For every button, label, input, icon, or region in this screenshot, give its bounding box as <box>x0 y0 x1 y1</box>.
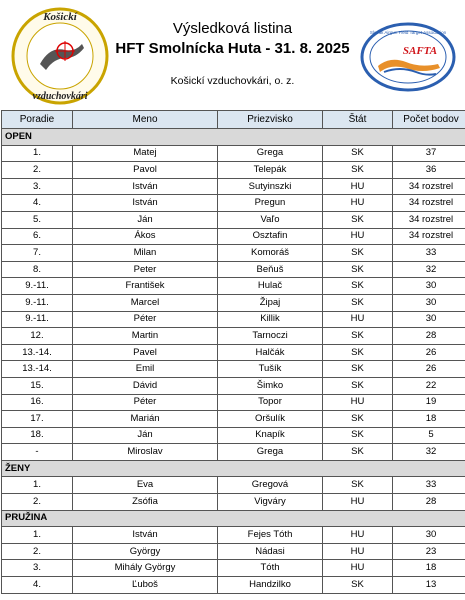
cell-surname: Grega <box>218 444 323 461</box>
cell-score: 34 rozstrel <box>393 195 465 212</box>
cell-state: SK <box>323 577 393 594</box>
cell-surname: Killik <box>218 311 323 328</box>
cell-score: 36 <box>393 162 465 179</box>
cell-rank: 16. <box>2 394 73 411</box>
table-row <box>2 427 465 444</box>
cell-rank: - <box>2 444 73 461</box>
table-row <box>2 311 465 328</box>
table-row <box>2 494 465 511</box>
cell-state: SK <box>323 361 393 378</box>
table-row <box>2 527 465 544</box>
table-row <box>2 560 465 577</box>
column-header-state: Štát <box>323 111 393 129</box>
results-body <box>2 129 465 594</box>
section-label: PRUŽINA <box>2 510 465 527</box>
table-row <box>2 195 465 212</box>
cell-rank: 15. <box>2 377 73 394</box>
cell-score: 5 <box>393 427 465 444</box>
cell-state: HU <box>323 494 393 511</box>
cell-surname: Tarnoczi <box>218 328 323 345</box>
cell-surname: Nádasi <box>218 543 323 560</box>
table-row <box>2 261 465 278</box>
cell-score: 30 <box>393 311 465 328</box>
cell-score: 23 <box>393 543 465 560</box>
cell-state: HU <box>323 178 393 195</box>
table-row <box>2 328 465 345</box>
cell-name: Ján <box>73 427 218 444</box>
cell-surname: Tóth <box>218 560 323 577</box>
column-header-score: Počet bodov <box>393 111 465 129</box>
cell-rank: 13.-14. <box>2 361 73 378</box>
cell-rank: 4. <box>2 195 73 212</box>
cell-rank: 13.-14. <box>2 344 73 361</box>
cell-surname: Pregun <box>218 195 323 212</box>
table-row <box>2 543 465 560</box>
svg-text:Slovak Airgun Field Target Ass: Slovak Airgun Field Target Association <box>369 30 447 35</box>
section-row <box>2 460 465 477</box>
table-row <box>2 278 465 295</box>
svg-text:Košickí: Košickí <box>43 11 77 23</box>
cell-surname: Komoráš <box>218 245 323 262</box>
cell-state: SK <box>323 377 393 394</box>
cell-score: 30 <box>393 294 465 311</box>
cell-name: Matej <box>73 145 218 162</box>
cell-state: HU <box>323 394 393 411</box>
table-row <box>2 477 465 494</box>
cell-state: SK <box>323 477 393 494</box>
cell-name: Eva <box>73 477 218 494</box>
cell-state: HU <box>323 228 393 245</box>
cell-name: Marián <box>73 411 218 428</box>
cell-state: HU <box>323 560 393 577</box>
cell-name: Péter <box>73 311 218 328</box>
cell-surname: Grega <box>218 145 323 162</box>
cell-score: 28 <box>393 494 465 511</box>
cell-name: Pavel <box>73 344 218 361</box>
cell-name: František <box>73 278 218 295</box>
column-header-name: Meno <box>73 111 218 129</box>
cell-state: SK <box>323 344 393 361</box>
cell-score: 32 <box>393 444 465 461</box>
table-row <box>2 361 465 378</box>
results-table <box>1 110 465 594</box>
svg-text:vzduchovkári: vzduchovkári <box>32 91 88 102</box>
cell-rank: 3. <box>2 560 73 577</box>
cell-state: SK <box>323 245 393 262</box>
cell-state: HU <box>323 527 393 544</box>
cell-state: SK <box>323 294 393 311</box>
cell-rank: 4. <box>2 577 73 594</box>
cell-score: 22 <box>393 377 465 394</box>
table-row <box>2 394 465 411</box>
cell-score: 33 <box>393 477 465 494</box>
cell-surname: Vigváry <box>218 494 323 511</box>
cell-score: 28 <box>393 328 465 345</box>
section-label: OPEN <box>2 129 465 146</box>
cell-rank: 18. <box>2 427 73 444</box>
cell-rank: 1. <box>2 527 73 544</box>
cell-surname: Sutyinszki <box>218 178 323 195</box>
cell-surname: Telepák <box>218 162 323 179</box>
cell-state: HU <box>323 195 393 212</box>
cell-rank: 5. <box>2 211 73 228</box>
cell-surname: Topor <box>218 394 323 411</box>
cell-score: 30 <box>393 527 465 544</box>
cell-state: SK <box>323 145 393 162</box>
cell-name: István <box>73 527 218 544</box>
cell-surname: Vaľo <box>218 211 323 228</box>
table-row <box>2 228 465 245</box>
cell-state: SK <box>323 411 393 428</box>
cell-state: SK <box>323 328 393 345</box>
cell-rank: 2. <box>2 162 73 179</box>
cell-rank: 1. <box>2 145 73 162</box>
event-title: HFT Smolnícka Huta - 31. 8. 2025 <box>115 40 350 57</box>
cell-score: 26 <box>393 361 465 378</box>
cell-state: HU <box>323 311 393 328</box>
cell-surname: Oršulík <box>218 411 323 428</box>
cell-name: Milan <box>73 245 218 262</box>
cell-name: Ákos <box>73 228 218 245</box>
cell-score: 19 <box>393 394 465 411</box>
cell-score: 26 <box>393 344 465 361</box>
cell-state: SK <box>323 278 393 295</box>
cell-name: Miroslav <box>73 444 218 461</box>
table-row <box>2 178 465 195</box>
cell-name: Ján <box>73 211 218 228</box>
cell-state: SK <box>323 444 393 461</box>
cell-score: 32 <box>393 261 465 278</box>
cell-state: SK <box>323 427 393 444</box>
table-row <box>2 444 465 461</box>
cell-surname: Tušík <box>218 361 323 378</box>
column-header-rank: Poradie <box>2 111 73 129</box>
cell-score: 34 rozstrel <box>393 178 465 195</box>
table-row <box>2 162 465 179</box>
cell-name: Marcel <box>73 294 218 311</box>
cell-rank: 8. <box>2 261 73 278</box>
cell-score: 18 <box>393 560 465 577</box>
column-header-surname: Priezvisko <box>218 111 323 129</box>
cell-score: 34 rozstrel <box>393 228 465 245</box>
cell-state: SK <box>323 211 393 228</box>
cell-rank: 9.-11. <box>2 294 73 311</box>
cell-name: Martin <box>73 328 218 345</box>
header <box>0 0 465 110</box>
cell-surname: Beňuš <box>218 261 323 278</box>
cell-surname: Osztafin <box>218 228 323 245</box>
cell-state: SK <box>323 162 393 179</box>
cell-surname: Žipaj <box>218 294 323 311</box>
cell-rank: 6. <box>2 228 73 245</box>
cell-rank: 2. <box>2 494 73 511</box>
section-row <box>2 510 465 527</box>
safta-logo <box>360 22 456 92</box>
cell-surname: Knapík <box>218 427 323 444</box>
cell-score: 34 rozstrel <box>393 211 465 228</box>
organizer: Košickí vzduchovkári, o. z. <box>170 75 295 87</box>
cell-name: Emil <box>73 361 218 378</box>
cell-rank: 1. <box>2 477 73 494</box>
table-row <box>2 245 465 262</box>
cell-rank: 9.-11. <box>2 311 73 328</box>
table-row <box>2 294 465 311</box>
cell-surname: Fejes Tóth <box>218 527 323 544</box>
cell-name: Zsófia <box>73 494 218 511</box>
table-row <box>2 145 465 162</box>
cell-name: Dávid <box>73 377 218 394</box>
cell-state: SK <box>323 261 393 278</box>
cell-surname: Handzilko <box>218 577 323 594</box>
table-row <box>2 211 465 228</box>
cell-name: István <box>73 178 218 195</box>
cell-name: Peter <box>73 261 218 278</box>
table-row <box>2 411 465 428</box>
document-title: Výsledková listina <box>172 20 293 37</box>
table-header-row <box>2 111 465 129</box>
cell-rank: 12. <box>2 328 73 345</box>
cell-state: HU <box>323 543 393 560</box>
cell-rank: 9.-11. <box>2 278 73 295</box>
cell-name: György <box>73 543 218 560</box>
cell-score: 30 <box>393 278 465 295</box>
cell-rank: 2. <box>2 543 73 560</box>
cell-name: Péter <box>73 394 218 411</box>
cell-score: 13 <box>393 577 465 594</box>
cell-score: 37 <box>393 145 465 162</box>
table-row <box>2 377 465 394</box>
section-label: ŽENY <box>2 460 465 477</box>
cell-surname: Šimko <box>218 377 323 394</box>
cell-rank: 3. <box>2 178 73 195</box>
table-row <box>2 577 465 594</box>
cell-score: 18 <box>393 411 465 428</box>
cell-surname: Gregová <box>218 477 323 494</box>
cell-rank: 17. <box>2 411 73 428</box>
cell-name: Pavol <box>73 162 218 179</box>
section-row <box>2 129 465 146</box>
cell-name: Mihály György <box>73 560 218 577</box>
cell-surname: Halčák <box>218 344 323 361</box>
cell-name: István <box>73 195 218 212</box>
table-row <box>2 344 465 361</box>
cell-surname: Hulač <box>218 278 323 295</box>
svg-text:SAFTA: SAFTA <box>402 45 438 57</box>
cell-rank: 7. <box>2 245 73 262</box>
cell-name: Ľuboš <box>73 577 218 594</box>
cell-score: 33 <box>393 245 465 262</box>
